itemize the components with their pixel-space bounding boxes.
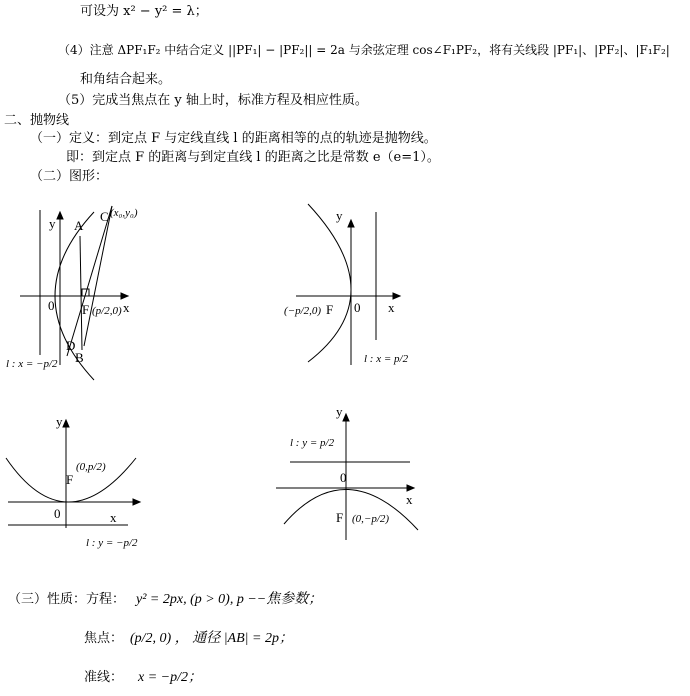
fig4-directrix-label: l : y = p/2 <box>290 437 335 449</box>
fig4-x-label: x <box>406 492 413 507</box>
fig1-point-b: B <box>75 350 84 365</box>
fig2-directrix-label: l : x = p/2 <box>364 353 409 365</box>
fig1-focus-coords: (p/2,0) <box>92 305 122 317</box>
fig1-directrix-label: l : x = −p/2 <box>6 358 58 370</box>
directrix-label: 准线： <box>84 670 124 685</box>
fig1-point-d: D <box>66 338 76 353</box>
hint-4-line: （4）注意 ΔPF₁F₂ 中结合定义 ||PF₁| − |PF₂|| = 2a 与余弦定理 cos∠F₁PF₂，将有关线段 |PF₁|、|PF₂|、|F₁F₂| <box>58 43 670 57</box>
directrix-equation: x = −p/2； <box>138 670 202 685</box>
hint-5-line: （5）完成当焦点在 y 轴上时，标准方程及相应性质。 <box>58 93 368 108</box>
definition-line-2: 即：到定点 F 的距离与到定直线 l 的距离之比是常数 e（e=1）。 <box>66 150 440 165</box>
hint-4-line-cont: 和角结合起来。 <box>80 72 172 87</box>
fig4-focus: F <box>336 510 344 525</box>
fig1-origin: 0 <box>48 298 55 313</box>
section-parabola-heading: 二、抛物线 <box>4 113 70 128</box>
fig3-origin: 0 <box>54 506 61 521</box>
fig3-focus-coords: (0,p/2) <box>76 461 106 473</box>
fig1-point-c-coords: (x₀,y₀) <box>110 207 138 219</box>
fig4-origin: 0 <box>340 470 347 485</box>
fig2-y-label: y <box>336 208 343 223</box>
parabola-curve <box>308 204 351 362</box>
definition-line-1: （一）定义：到定点 F 与定线直线 l 的距离相等的点的轨迹是抛物线。 <box>30 131 437 146</box>
fig1-y-label: y <box>49 216 56 231</box>
parabola-curve <box>284 489 418 530</box>
fig2-focus: F <box>326 302 334 317</box>
fig3-directrix-label: l : y = −p/2 <box>86 537 138 549</box>
focus-label: 焦点： <box>84 631 124 646</box>
fig1-focus: F <box>82 302 90 317</box>
focus-and-latus-rectum: (p/2, 0) ， 通径 |AB| = 2p； <box>130 631 293 646</box>
standard-equation: y² = 2px, (p > 0), p −−焦参数； <box>136 592 323 607</box>
hyperbola-equation-line: 可设为 x² − y² = λ； <box>80 4 208 19</box>
fig3-y-label: y <box>56 414 63 429</box>
fig2-origin: 0 <box>354 300 361 315</box>
fig4-focus-coords: (0,−p/2) <box>352 513 390 525</box>
fig1-x-label: x <box>123 300 130 315</box>
figure-left-opening <box>296 204 400 365</box>
fig2-x-label: x <box>388 300 395 315</box>
properties-heading: （三）性质：方程： <box>8 592 126 607</box>
fig1-point-c: C <box>100 209 109 224</box>
figures-heading: （二）图形： <box>30 169 109 184</box>
fig2-focus-coords: (−p/2,0) <box>284 305 322 317</box>
fig1-point-a: A <box>74 218 84 233</box>
fig4-y-label: y <box>336 404 343 419</box>
figure-down-opening <box>276 414 418 540</box>
fig3-focus: F <box>66 472 74 487</box>
fig3-x-label: x <box>110 510 117 525</box>
